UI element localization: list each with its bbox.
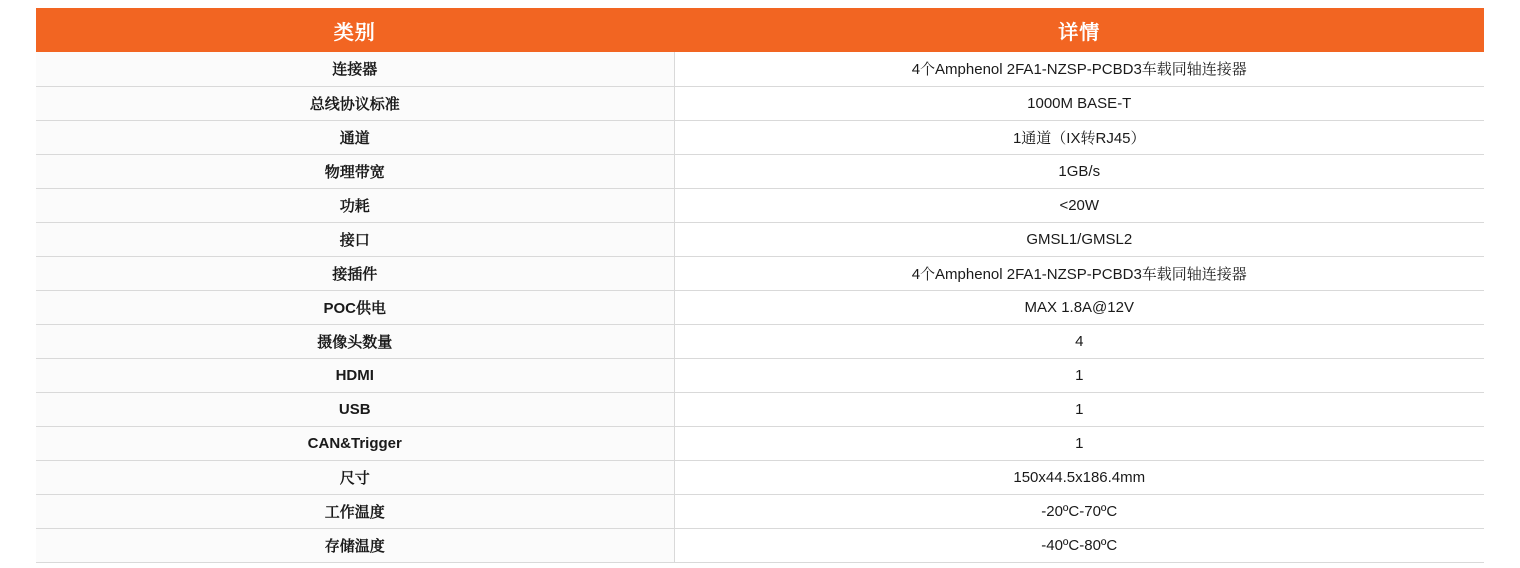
cell-detail: -20ºC-70ºC [674,494,1484,528]
cell-category: 接插件 [36,256,674,290]
table-row [36,324,1484,358]
table-row [36,426,1484,460]
cell-category: 接口 [36,222,674,256]
table-row [36,256,1484,290]
cell-category: 尺寸 [36,460,674,494]
specifications-table [36,8,1484,563]
table-row [36,52,1484,86]
table-row [36,222,1484,256]
cell-detail: 150x44.5x186.4mm [674,460,1484,494]
cell-category: 功耗 [36,188,674,222]
cell-category: 摄像头数量 [36,324,674,358]
cell-detail: GMSL1/GMSL2 [674,222,1484,256]
table-row [36,392,1484,426]
cell-detail: 1000M BASE-T [674,86,1484,120]
cell-detail: 4个Amphenol 2FA1-NZSP-PCBD3车载同轴连接器 [674,52,1484,86]
table-row [36,460,1484,494]
table-header [36,8,1484,52]
table-row [36,358,1484,392]
cell-category: USB [36,392,674,426]
cell-category: POC供电 [36,290,674,324]
table-row [36,86,1484,120]
cell-detail: <20W [674,188,1484,222]
cell-category: 物理带宽 [36,154,674,188]
cell-detail: MAX 1.8A@12V [674,290,1484,324]
cell-detail: 1通道（IX转RJ45） [674,120,1484,154]
table-row [36,154,1484,188]
column-header-category: 类别 [36,8,674,52]
table-header-row [36,8,1484,52]
table-row [36,290,1484,324]
cell-category: HDMI [36,358,674,392]
table-row [36,494,1484,528]
column-header-detail: 详情 [674,8,1484,52]
cell-category: 连接器 [36,52,674,86]
cell-category: CAN&Trigger [36,426,674,460]
cell-category: 工作温度 [36,494,674,528]
cell-detail: 1 [674,426,1484,460]
cell-detail: -40ºC-80ºC [674,528,1484,562]
cell-category: 总线协议标准 [36,86,674,120]
table-row [36,528,1484,562]
table-row [36,120,1484,154]
cell-category: 通道 [36,120,674,154]
cell-detail: 1 [674,358,1484,392]
table-body [36,52,1484,562]
cell-detail: 1GB/s [674,154,1484,188]
cell-detail: 1 [674,392,1484,426]
table-row [36,188,1484,222]
cell-category: 存储温度 [36,528,674,562]
cell-detail: 4个Amphenol 2FA1-NZSP-PCBD3车载同轴连接器 [674,256,1484,290]
cell-detail: 4 [674,324,1484,358]
